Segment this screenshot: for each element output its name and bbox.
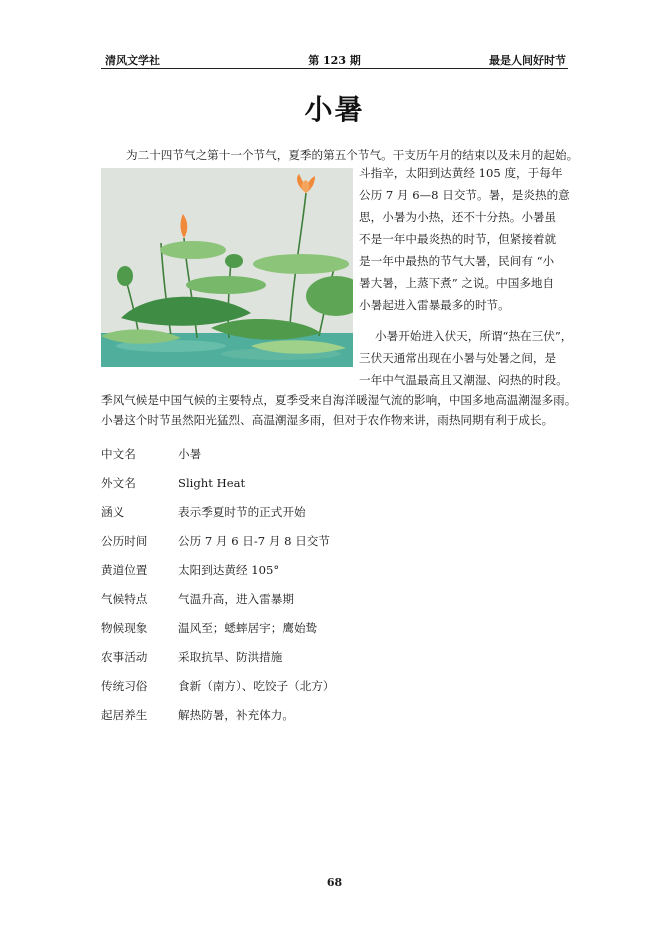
info-key: 传统习俗 — [101, 679, 148, 693]
lotus-leaf — [186, 276, 266, 294]
info-key: 中文名 — [101, 447, 136, 461]
intro-line: 是一年中最热的节气大暑，民间有 “小 — [359, 254, 555, 268]
info-row — [101, 503, 561, 521]
info-value: 小暑 — [178, 447, 202, 461]
article-title: 小暑 — [304, 93, 365, 126]
second-line: 小暑开始进入伏天，所谓“热在三伏”， — [375, 329, 573, 343]
curled-leaf — [117, 266, 133, 286]
lotus-leaf — [160, 241, 226, 259]
info-key: 外文名 — [101, 476, 136, 490]
info-key: 物候现象 — [101, 621, 148, 635]
info-value: 表示季夏时节的正式开始 — [178, 505, 306, 519]
info-value: 采取抗旱、防洪措施 — [178, 650, 283, 664]
second-line: 三伏天通常出现在小暑与处暑之间，是 — [359, 351, 557, 365]
intro-line: 斗指辛，太阳到达黄经 105 度，于每年 — [359, 166, 563, 180]
page-number: 68 — [326, 876, 343, 889]
info-key: 起居养生 — [101, 708, 148, 722]
info-key: 气候特点 — [101, 592, 148, 606]
info-row — [101, 532, 561, 550]
info-row — [101, 677, 561, 695]
info-row — [101, 648, 561, 666]
page-header — [101, 52, 568, 69]
second-line: 季风气候是中国气候的主要特点，夏季受来自海洋暖湿气流的影响，中国多地高温潮湿多雨。 — [101, 393, 577, 407]
curled-leaf — [225, 254, 243, 268]
intro-line: 公历 7 月 6—8 日交节。暑，是炎热的意 — [359, 188, 570, 202]
intro-line: 思，小暑为小热，还不十分热。小暑虽 — [359, 210, 557, 224]
lotus-leaf — [253, 254, 349, 274]
info-row — [101, 619, 561, 637]
info-row — [101, 445, 561, 463]
info-value: Slight Heat — [178, 476, 246, 490]
intro-line: 为二十四节气之第十一个节气，夏季的第五个节气。干支历午月的结束以及未月的起始。 — [126, 148, 579, 162]
info-value: 食新（南方）、吃饺子（北方） — [178, 679, 335, 693]
header-magazine-name: 清风文学社 — [105, 54, 160, 67]
second-line: 一年中气温最高且又潮湿、闷热的时段。 — [359, 373, 568, 387]
info-value: 温风至；蟋蟀居宇；鹰始鸷 — [178, 621, 318, 635]
info-key: 黄道位置 — [101, 563, 148, 577]
info-key: 涵义 — [101, 505, 125, 519]
info-value: 解热防暑，补充体力。 — [178, 708, 294, 722]
header-column-name: 最是人间好时节 — [489, 54, 566, 67]
info-value: 气温升高，进入雷暴期 — [178, 592, 294, 606]
lotus-pond-illustration — [101, 168, 353, 367]
intro-line: 暑大暑，上蒸下煮” 之说。中国多地自 — [359, 276, 555, 290]
info-value: 公历 7 月 6 日-7 月 8 日交节 — [178, 534, 330, 548]
info-key: 公历时间 — [101, 534, 148, 548]
info-row — [101, 590, 561, 608]
info-key: 农事活动 — [101, 650, 148, 664]
info-row — [101, 561, 561, 579]
header-issue-number: 第 123 期 — [308, 54, 361, 67]
intro-line: 小暑起进入雷暴最多的时节。 — [359, 298, 510, 312]
second-line: 小暑这个时节虽然阳光猛烈、高温潮湿多雨，但对于农作物来讲，雨热同期有利于成长。 — [101, 413, 554, 427]
info-row — [101, 474, 561, 492]
info-value: 太阳到达黄经 105° — [178, 563, 280, 577]
intro-line: 不是一年中最炎热的时节，但紧接着就 — [359, 232, 557, 246]
info-row — [101, 706, 561, 724]
